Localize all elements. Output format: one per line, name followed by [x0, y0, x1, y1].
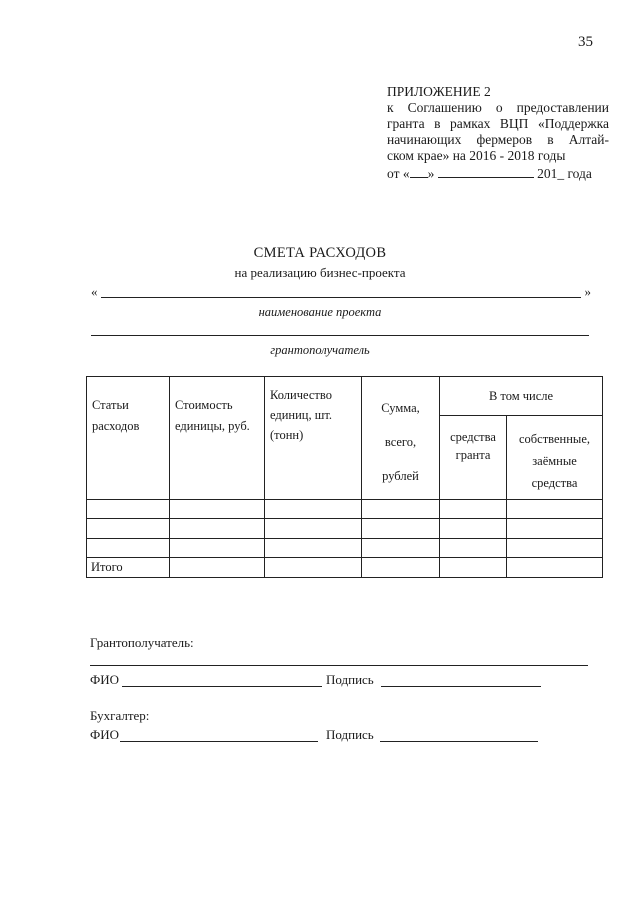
header-text: всего, — [384, 435, 417, 449]
accountant-fio-label: ФИО — [90, 727, 120, 742]
header-text: В том числе — [488, 389, 554, 403]
quote-open: « — [91, 284, 98, 299]
accountant-sign-label: Подпись — [326, 727, 374, 742]
month-blank — [438, 165, 534, 178]
header-text: средства — [531, 476, 578, 490]
date-suffix: 201_ года — [537, 166, 592, 181]
appendix-line-1: к Соглашению о предоставлении — [387, 100, 609, 115]
quote-close: » — [584, 284, 591, 299]
total-label: Итого — [87, 558, 170, 578]
date-mid: » — [427, 166, 435, 181]
header-text: Статьи — [92, 398, 129, 412]
table-cell — [440, 558, 507, 578]
header-text: Сумма, — [381, 401, 420, 415]
header-text: единицы, руб. — [175, 419, 250, 433]
header-unit-cost — [170, 377, 265, 500]
table-cell — [170, 500, 265, 519]
table-cell — [507, 558, 603, 578]
recipient-signature-line — [90, 665, 588, 666]
table-cell — [507, 539, 603, 558]
header-text: гранта — [455, 448, 491, 462]
table-cell — [362, 539, 440, 558]
header-text: расходов — [92, 419, 140, 433]
accountant-fio-line — [120, 741, 318, 742]
day-blank — [410, 165, 428, 178]
appendix-line-2: гранта в рамках ВЦП «Поддержка — [387, 116, 609, 131]
table-cell — [170, 539, 265, 558]
table-cell — [87, 500, 170, 519]
table-cell — [265, 539, 362, 558]
document-title: СМЕТА РАСХОДОВ — [253, 245, 387, 261]
table-row — [87, 500, 603, 519]
appendix-line-3: начинающих фермеров в Алтай- — [387, 132, 609, 147]
table-row — [87, 519, 603, 539]
page-number: 35 — [578, 34, 593, 50]
appendix-title: ПРИЛОЖЕНИЕ 2 — [387, 84, 491, 99]
table-cell — [440, 539, 507, 558]
header-text: средства — [450, 430, 496, 444]
appendix-date-line — [387, 165, 609, 182]
table-cell — [265, 519, 362, 539]
header-own-borrowed-funds — [507, 416, 603, 500]
date-prefix: от « — [387, 166, 410, 181]
table-cell — [507, 500, 603, 519]
expense-table — [86, 376, 603, 578]
header-expense-items — [87, 377, 170, 500]
appendix-block — [387, 84, 609, 182]
total-row — [87, 558, 603, 578]
header-quantity — [265, 377, 362, 500]
header-text: Количество — [270, 388, 332, 402]
table-cell — [507, 519, 603, 539]
accountant-sign-line — [380, 741, 538, 742]
table-cell — [362, 558, 440, 578]
header-total-sum — [362, 377, 440, 500]
table-cell — [440, 500, 507, 519]
recipient-hint: грантополучатель — [270, 343, 370, 357]
appendix-line-4: ском крае» на 2016 - 2018 годы — [387, 148, 566, 163]
table-cell — [87, 539, 170, 558]
header-text: единиц, шт. — [270, 408, 333, 422]
recipient-sign-label: Подпись — [326, 672, 374, 687]
table-cell — [362, 519, 440, 539]
accountant-label: Бухгалтер: — [90, 708, 150, 723]
project-name-line — [101, 297, 581, 298]
table-cell — [170, 558, 265, 578]
recipient-fio-line — [122, 686, 322, 687]
project-name-hint: наименование проекта — [258, 305, 382, 319]
header-text: собственные, — [519, 432, 590, 446]
header-text: заёмные — [532, 454, 577, 468]
recipient-line — [91, 335, 589, 336]
header-text: Стоимость — [175, 398, 233, 412]
table-cell — [265, 558, 362, 578]
recipient-sign-line — [381, 686, 541, 687]
header-text: рублей — [382, 469, 419, 483]
header-text: (тонн) — [270, 428, 304, 442]
header-including — [440, 377, 603, 416]
table-cell — [440, 519, 507, 539]
table-cell — [265, 500, 362, 519]
recipient-label: Грантополучатель: — [90, 635, 194, 650]
table-cell — [87, 519, 170, 539]
document-subtitle: на реализацию бизнес-проекта — [234, 265, 406, 280]
header-grant-funds — [440, 416, 507, 500]
recipient-fio-label: ФИО — [90, 672, 120, 687]
table-row — [87, 539, 603, 558]
table-cell — [170, 519, 265, 539]
table-cell — [362, 500, 440, 519]
